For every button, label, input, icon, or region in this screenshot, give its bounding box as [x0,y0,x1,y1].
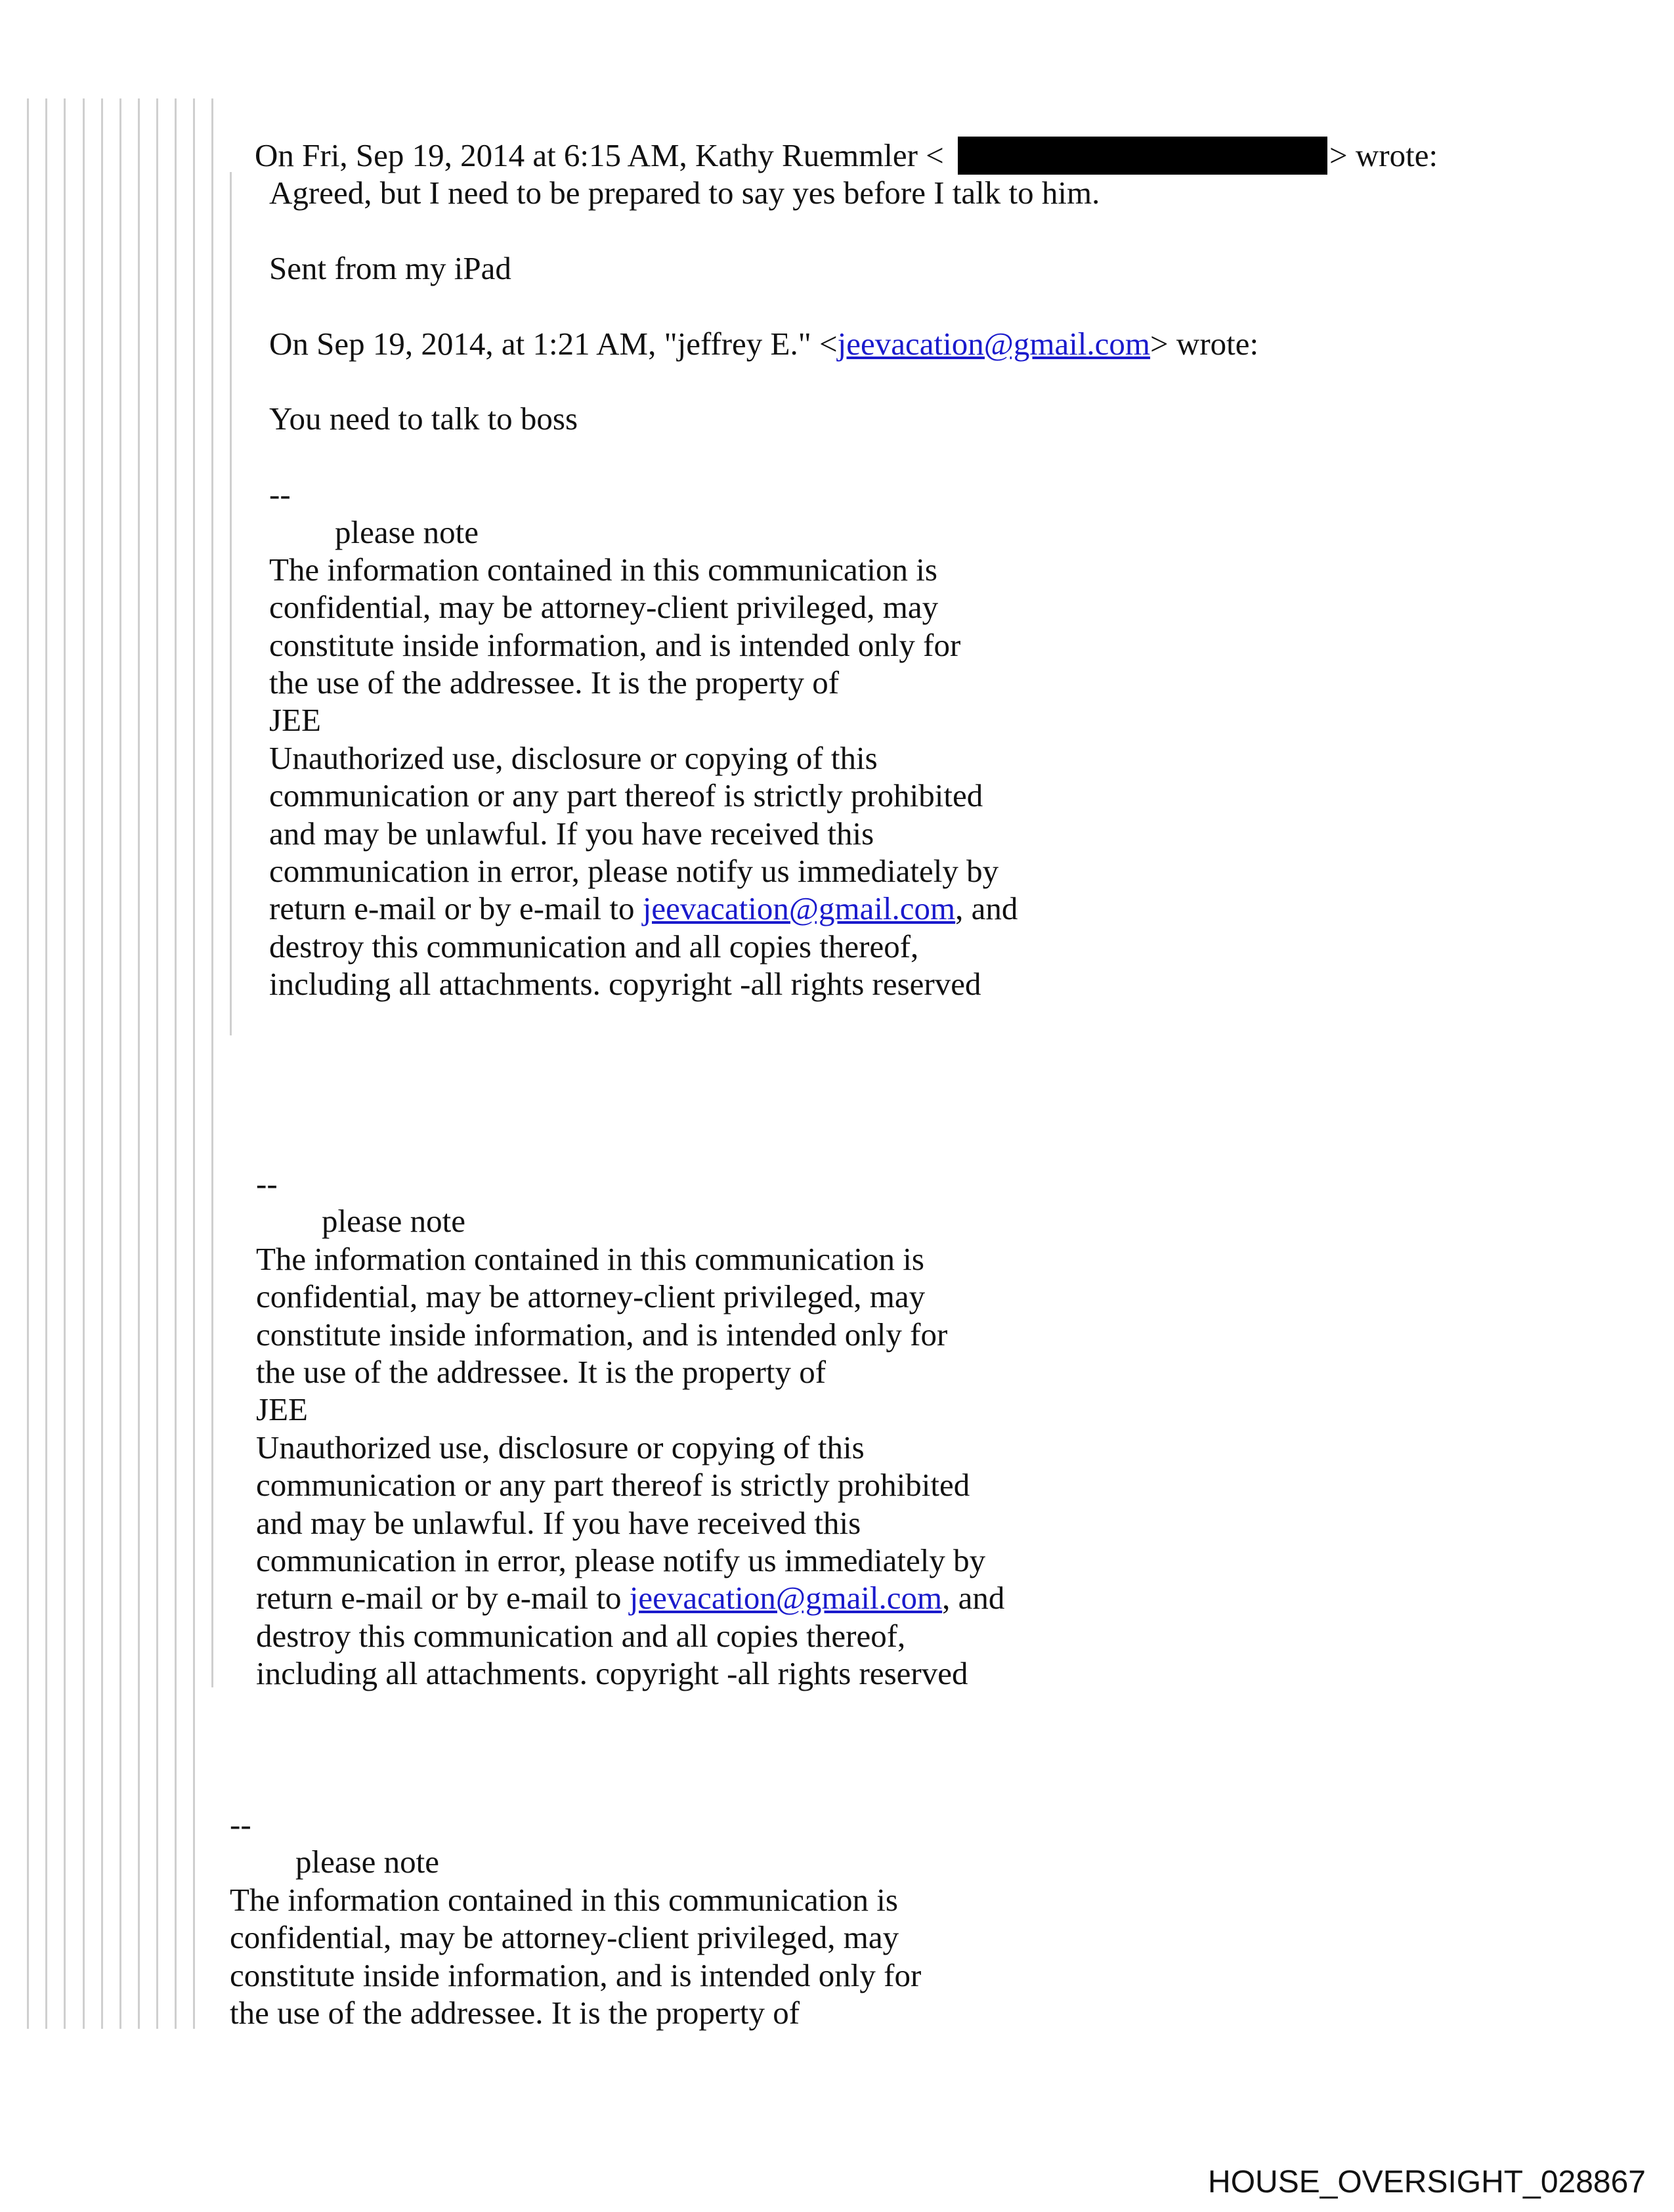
disclaimer-line: constitute inside information, and is intended only for [230,1957,922,1993]
disclaimer-line [256,1579,1004,1616]
email-header-suffix [1329,137,1438,174]
disclaimer-line: destroy this communication and all copies thereof, [256,1617,906,1654]
disclaimer-line: including all attachments. copyright -all rights reserved [256,1655,968,1692]
disclaimer-text: , and [955,890,1018,927]
email-link[interactable]: jeevacation@gmail.com [837,325,1151,362]
disclaimer-line: The information contained in this communication is [256,1240,924,1277]
disclaimer-line: confidential, may be attorney-client privileged, may [230,1919,899,1956]
signature-dash: -- [230,1806,251,1842]
disclaimer-line: destroy this communication and all copies thereof, [269,928,919,965]
disclaimer-line: the use of the addressee. It is the property of [230,1994,800,2031]
signature-dash: -- [256,1165,278,1202]
quote-bar [138,98,140,2029]
disclaimer-line: JEE [269,702,321,739]
bates-number: HOUSE_OVERSIGHT_028867 [1208,2165,1646,2200]
quote-bar [45,98,47,2029]
quote-bar [230,172,232,1035]
quoted-header-jeffrey [269,325,1258,362]
disclaimer-line: the use of the addressee. It is the property of [269,664,840,701]
disclaimer-block-2 [256,1165,1004,1692]
disclaimer-line: the use of the addressee. It is the property of [256,1353,826,1390]
disclaimer-line: constitute inside information, and is intended only for [256,1316,948,1353]
quote-bar [83,98,85,2029]
disclaimer-line: confidential, may be attorney-client privileged, may [256,1278,926,1315]
disclaimer-title: please note [295,1844,440,1880]
quote-bar [193,98,195,2029]
disclaimer-line: constitute inside information, and is intended only for [269,626,961,663]
disclaimer-line [269,890,1258,927]
reply-text: Agreed, but I need to be prepared to say yes before I talk to him. [269,175,1100,211]
header-text: On Fri, Sep 19, 2014 at 6:15 AM, Kathy Ruemmler < [255,137,944,173]
disclaimer-text: return e-mail or by e-mail to [256,1580,630,1616]
disclaimer-line: The information contained in this communication is [230,1881,898,1918]
disclaimer-line: communication in error, please notify us immediately by [256,1542,986,1578]
disclaimer-title: please note [335,513,479,550]
disclaimer-line: including all attachments. copyright -all rights reserved [269,966,981,1003]
email-link[interactable]: jeevacation@gmail.com [629,1580,943,1616]
quote-bar [64,98,66,2029]
redaction-box [958,137,1327,175]
disclaimer-line: The information contained in this communication is [269,551,937,588]
header-suffix-text: > wrote: [1329,137,1438,173]
quoted-header-text: On Sep 19, 2014, at 1:21 AM, "jeffrey E." < [269,325,838,362]
quote-bar [27,98,29,2029]
email-link[interactable]: jeevacation@gmail.com [642,890,956,927]
quote-bar [101,98,103,2029]
disclaimer-line: communication or any part thereof is strictly prohibited [269,777,983,814]
quoted-header-suffix: > wrote: [1150,325,1259,362]
disclaimer-text: , and [942,1580,1005,1616]
signature: Sent from my iPad [269,249,511,286]
quote-bar [175,98,177,2029]
disclaimer-line: communication or any part thereof is strictly prohibited [256,1467,970,1504]
quoted-body: You need to talk to boss [269,401,578,437]
signature-dash: -- [269,476,291,513]
disclaimer-line: Unauthorized use, disclosure or copying of this [256,1429,865,1465]
quote-bar [119,98,121,2029]
disclaimer-line: JEE [256,1391,308,1428]
quote-bar [211,98,213,1687]
disclaimer-line: confidential, may be attorney-client privileged, may [269,589,939,626]
disclaimer-block-3 [230,1806,921,2031]
quoted-message-1 [269,174,1258,1003]
disclaimer-line: and may be unlawful. If you have received this [256,1504,861,1541]
disclaimer-line: Unauthorized use, disclosure or copying of this [269,739,878,776]
disclaimer-line: communication in error, please notify us immediately by [269,853,999,890]
disclaimer-line: and may be unlawful. If you have received this [269,815,874,852]
email-header-kathy [255,137,944,174]
disclaimer-title: please note [322,1203,466,1240]
disclaimer-text: return e-mail or by e-mail to [269,890,643,927]
quote-bar [156,98,158,2029]
